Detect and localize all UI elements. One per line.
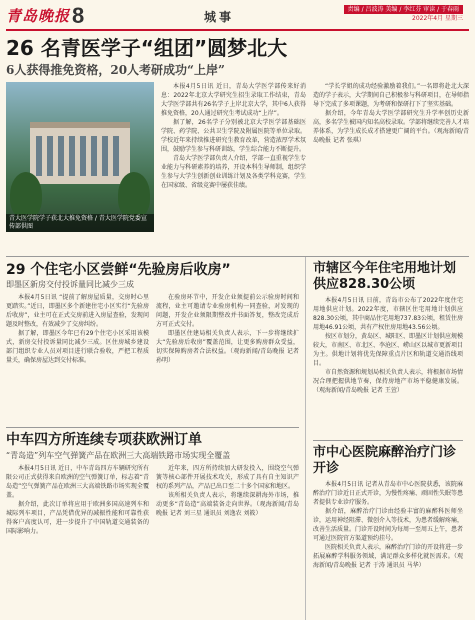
story3-column-1	[6, 464, 149, 612]
story2-column-2	[156, 293, 299, 421]
masthead	[6, 4, 469, 31]
page-number: 8	[72, 3, 85, 28]
paragraph: 本报4月5日讯 日前，青岛市公布了2022年度住宅用地供应计划。2022年度，市辖区住宅用地计划供应828.30公顷，其中商品住宅用地737.83公顷，租赁住房用地46.91公顷，共有产权住房用地43.56公顷。	[313, 297, 463, 331]
story1-photo	[6, 82, 154, 232]
story3-kicker: “青岛造”列车空气弹簧产品在欧洲三大高端铁路市场实现全覆盖	[6, 451, 231, 460]
editor-line: 责编 / 吕波涛 美编 / 李红芬 审读 / 于春雨	[344, 5, 463, 14]
section-title: 城事	[204, 10, 235, 24]
story-land-supply	[313, 261, 463, 436]
paragraph: 市自然资源和规划局相关负责人表示，将根据市场情况合理把握供地节奏，保持房地产市场平稳健康发展。（观海新闻/青岛晚报 记者 王萱）	[313, 369, 463, 394]
paragraph: 本报4月5日讯 “提前了解房屋质量，交房时心里更踏实。”近日，即墨区多个新建住宅小区实行“先验房后收房”，业主可在正式交房前进入房屋查验，发现问题及时整改，有效减少了交房纠纷。	[6, 294, 149, 328]
paragraph: 本报4月5日讯 近日，青岛大学医学部传来好消息：2022年北京大学研究生招生录取工作结束，青岛大学医学部共有26名学子上岸北京大学，其中6人获得推免资格，20人通过研究生考试成功“上岸”。	[161, 83, 306, 117]
story1-column-1	[161, 82, 306, 252]
story-housing-inspection	[6, 261, 299, 421]
story3-column-2	[156, 464, 299, 612]
paragraph: 本报4月5日讯 近日，中车青岛四方车辆研究所有限公司正式获得来自欧洲的空气弹簧订单，标志着“青岛造”空气弹簧产品在欧洲三大高端铁路市场实现全覆盖。	[6, 465, 149, 499]
paragraph: 据了解，即墨区今年已有29个住宅小区采用该模式，新房交付投诉量同比减少三成。区住房城乡建设部门组织专业人员对项目进行联合验收，严把工程质量关，确保房屋达到交付标准。	[6, 330, 149, 364]
tree-illustration	[118, 172, 150, 218]
paragraph: 据介绍，麻醉治疗门诊由经验丰富的麻醉科医师坐诊，运用神经阻滞、微创介入等技术，为患者缓解疼痛，改善生活质量。门诊开设时间为每周一至周五上午，患者可通过医院官方渠道预约挂号。	[313, 508, 463, 542]
story1-headline: 26 名青医学子“组团”圆梦北大	[6, 36, 288, 60]
issue-date: 2022年4月 星期三	[412, 15, 463, 22]
tree-illustration	[10, 172, 42, 218]
paragraph: 即墨区住建局相关负责人表示，下一步将继续扩大“先验房后收房”覆盖范围，让更多购房群众受益，切实保障购房者合法权益。（观海新闻/青岛晚报 记者 孙明）	[156, 330, 299, 364]
building-illustration	[30, 122, 130, 184]
photo-caption: 青大医学院学子获北大推免资格 / 青大医学院党委宣传部供图	[6, 214, 154, 232]
paragraph: 据介绍，今年青岛大学医学部研究生升学率创历史新高，多名学生被国内知名高校录取。学部将继续完善人才培养体系，为学生成长成才搭建更广阔的平台。（观海新闻/青岛晚报 记者 张琪）	[313, 110, 469, 144]
paragraph: 本报4月5日讯 记者从青岛市中心医院获悉，该院麻醉治疗门诊近日正式开诊，为慢性疼痛、顽固性失眠等患者提供专业诊疗服务。	[313, 481, 463, 506]
story2-subhead: 即墨区新房交付投诉量同比减少三成	[6, 280, 134, 289]
story-medical-students	[6, 36, 469, 252]
story4-body	[313, 296, 463, 436]
paragraph: “学长学姐的成功经验激励着我们。”一名即将赴北大深造的学子表示，大学期间自己积极参与科研项目，在导师指导下完成了多项课题，为考研和保研打下了坚实基础。	[313, 83, 469, 108]
story5-body	[313, 480, 463, 620]
story1-column-2	[313, 82, 469, 252]
story4-headline: 市辖区今年住宅用地计划供应828.30公顷	[313, 261, 457, 292]
header-info	[344, 5, 463, 23]
story1-subhead: 6人获得推免资格，20人考研成功“上岸”	[6, 63, 225, 77]
paragraph: 近年来，四方所持续加大研发投入，围绕空气弹簧等核心部件开展技术攻关，形成了具有自主知识产权的系列产品，产品已出口至二十多个国家和地区。	[156, 465, 299, 490]
paragraph: 医院相关负责人表示，麻醉治疗门诊的开设将进一步拓展麻醉学科服务领域，满足群众多样化就医需求。（观海新闻/青岛晚报 记者 于涛 通讯员 马华）	[313, 544, 463, 569]
story2-column-1	[6, 293, 149, 421]
paragraph: 据了解，26名学子分别被北京大学医学部基础医学院、药学院、公共卫生学院及附属医院等单位录取。学校近年来持续推进研究生教育改革，营造浓厚学术氛围，鼓励学生参与科研训练，学生综合能力不断提升。	[161, 119, 306, 153]
paragraph: 该所相关负责人表示，将继续深耕海外市场，推动更多“青岛造”高端装备走向世界。（观海新闻/青岛晚报 记者 刘三星 通讯员 刘逸农 刘筱）	[156, 492, 299, 517]
story-anesthesia-clinic	[313, 440, 463, 620]
story5-headline: 市中心医院麻醉治疗门诊开诊	[313, 445, 457, 476]
story-crrc-orders	[6, 427, 299, 612]
story3-headline: 中车四方所连续专项获欧洲订单	[6, 427, 299, 449]
paragraph: 青岛大学医学部负责人介绍，学部一直重视学生专业能力与科研素养的培养，开设本科生导师制，组织学生参与大学生创新创业训练计划及各类学科竞赛，学生在国家级、省级竞赛中屡获佳绩。	[161, 155, 306, 189]
story2-headline: 29 个住宅小区尝鲜“先验房后收房”	[6, 262, 231, 278]
paragraph: 据介绍，此次订单将应用于欧洲多国高速列车和城际列车项目，产品凭借优异的减振性能和可靠性获得客户高度认可，进一步提升了中国轨道交通装备的国际影响力。	[6, 501, 149, 535]
newspaper-logo: 青岛晚报	[6, 7, 71, 25]
paragraph: 按区市划分，黄岛区、城阳区、即墨区计划供应规模较大，市南区、市北区、李沧区、崂山区以城市更新项目为主。供地计划将优先保障重点片区和轨道交通沿线项目。	[313, 333, 463, 367]
paragraph: 在验房环节中，开发企业须提前公示验房时间和流程，业主可邀请专业验房机构一同查验，对发现的问题，开发企业须限期整改并书面答复，整改完成后方可正式交付。	[156, 294, 299, 328]
